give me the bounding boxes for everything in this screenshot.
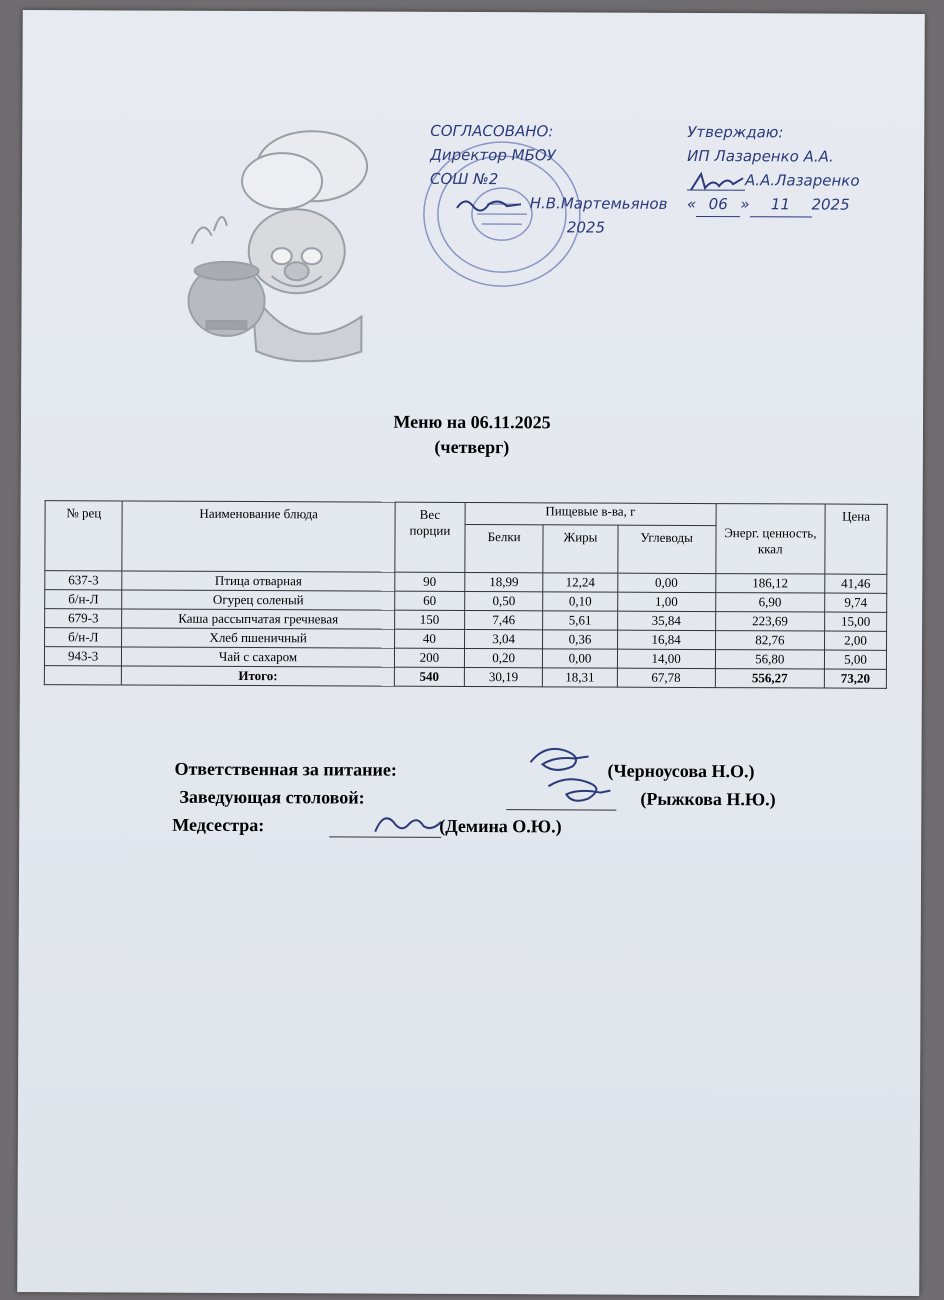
- cell-price: 9,74: [825, 593, 887, 612]
- approver-position-2: СОШ №2: [430, 169, 499, 189]
- cell-weight: 200: [394, 648, 464, 667]
- confirm-month: 11: [749, 192, 811, 217]
- cell-energy: 82,76: [715, 631, 824, 650]
- cell-dish: Чай с сахаром: [122, 647, 394, 667]
- confirm-org: ИП Лазаренко А.А.: [687, 146, 834, 166]
- cell-protein: 7,46: [465, 610, 543, 629]
- cell-carbs: 16,84: [617, 630, 715, 649]
- cell-fat: 0,10: [543, 592, 617, 611]
- chef-illustration: [171, 126, 382, 372]
- header-weight: Вес порции: [395, 502, 465, 572]
- cell-protein: 18,99: [465, 572, 543, 591]
- confirm-signer: А.А.Лазаренко: [745, 171, 860, 190]
- nurse-label: Медсестра:: [172, 814, 265, 836]
- cell-carbs: 35,84: [617, 611, 715, 630]
- header-rec-no: № рец: [45, 501, 123, 571]
- approver-position-1: Директор МБОУ: [430, 145, 556, 165]
- cell-fat: 12,24: [543, 573, 617, 592]
- menu-table: [44, 500, 888, 689]
- cell-weight: 40: [394, 629, 464, 648]
- canteen-head-label: Заведующая столовой:: [179, 786, 365, 808]
- cell-energy: 56,80: [715, 650, 824, 669]
- cell-weight: 90: [395, 572, 465, 591]
- cell-fat: 0,36: [543, 630, 617, 649]
- cell-total-price: 73,20: [824, 669, 886, 688]
- cell-price: 41,46: [825, 574, 887, 593]
- food-responsible-signature: [524, 742, 594, 776]
- header-fat: Жиры: [543, 525, 617, 573]
- confirm-block: [687, 120, 917, 218]
- approver-name: Н.В.Мартемьянов: [529, 194, 668, 213]
- cell-protein: 0,20: [464, 648, 542, 667]
- quote-open: «: [686, 194, 697, 213]
- canteen-signature-line: [506, 809, 616, 810]
- cell-dish: Огурец соленый: [122, 590, 394, 610]
- cell-total-energy: 556,27: [715, 669, 824, 688]
- nurse-signature: [369, 808, 449, 840]
- header-dish: Наименование блюда: [122, 501, 395, 572]
- cell-rec: 679-3: [45, 609, 122, 628]
- confirm-date: [687, 192, 917, 218]
- cell-dish: Хлеб пшеничный: [122, 628, 394, 648]
- document-page: [17, 10, 925, 1296]
- quote-close: »: [740, 195, 750, 214]
- cell-energy: 186,12: [715, 574, 824, 593]
- approver-signature: [455, 193, 525, 213]
- menu-title: Меню на 06.11.2025: [393, 411, 551, 433]
- cell-carbs: 1,00: [617, 592, 715, 611]
- cell-energy: 223,69: [715, 612, 824, 631]
- cell-carbs: 14,00: [617, 649, 715, 668]
- cell-dish: Каша рассыпчатая гречневая: [122, 609, 394, 629]
- cell-rec: 943-3: [44, 647, 121, 666]
- cell-protein: 0,50: [465, 591, 543, 610]
- cell-total-protein: 30,19: [464, 667, 542, 686]
- cell-total-weight: 540: [394, 667, 464, 686]
- approval-block: [430, 119, 701, 240]
- header-price: Цена: [825, 504, 887, 574]
- cell-rec: б/н-Л: [45, 628, 122, 647]
- cell-rec: б/н-Л: [45, 590, 122, 609]
- header-energy: Энерг. ценность, ккал: [715, 504, 825, 574]
- cell-dish: Птица отварная: [122, 571, 394, 591]
- cell-weight: 150: [394, 610, 464, 629]
- confirm-signature-line: [687, 168, 917, 193]
- confirm-label: Утверждаю:: [687, 122, 784, 142]
- nurse-name: (Демина О.Ю.): [439, 815, 562, 837]
- food-responsible-name: (Черноусова Н.О.): [607, 760, 755, 782]
- confirm-day: 06: [696, 192, 740, 217]
- header-protein: Белки: [465, 524, 544, 572]
- cell-fat: 0,00: [543, 649, 617, 668]
- cell-total-fat: 18,31: [543, 668, 617, 687]
- approval-date: [430, 215, 700, 240]
- cell-total-carbs: 67,78: [617, 668, 715, 687]
- approver-signature-line: [430, 191, 700, 216]
- cell-price: 2,00: [825, 631, 887, 650]
- confirm-year: 2025: [811, 195, 850, 214]
- approval-year: 2025: [566, 218, 606, 237]
- cell-rec: 637-3: [45, 571, 122, 590]
- cell-empty: [44, 666, 121, 685]
- canteen-head-signature: [544, 774, 614, 808]
- agreed-label: СОГЛАСОВАНО:: [430, 121, 554, 141]
- cell-total-label: Итого:: [122, 666, 394, 686]
- table-total-row: [44, 666, 886, 689]
- header-carbs: Углеводы: [617, 525, 715, 573]
- cell-price: 5,00: [824, 650, 886, 669]
- cell-carbs: 0,00: [617, 573, 715, 592]
- food-responsible-label: Ответственная за питание:: [174, 758, 397, 780]
- cell-weight: 60: [394, 591, 464, 610]
- menu-weekday: (четверг): [434, 436, 510, 458]
- cell-price: 15,00: [825, 612, 887, 631]
- confirm-signature: [687, 169, 745, 191]
- canteen-head-name: (Рыжкова Н.Ю.): [640, 788, 776, 810]
- cell-energy: 6,90: [715, 593, 824, 612]
- cell-protein: 3,04: [464, 629, 542, 648]
- header-nutrients: Пищевые в-ва, г: [465, 502, 716, 525]
- cell-fat: 5,61: [543, 611, 617, 630]
